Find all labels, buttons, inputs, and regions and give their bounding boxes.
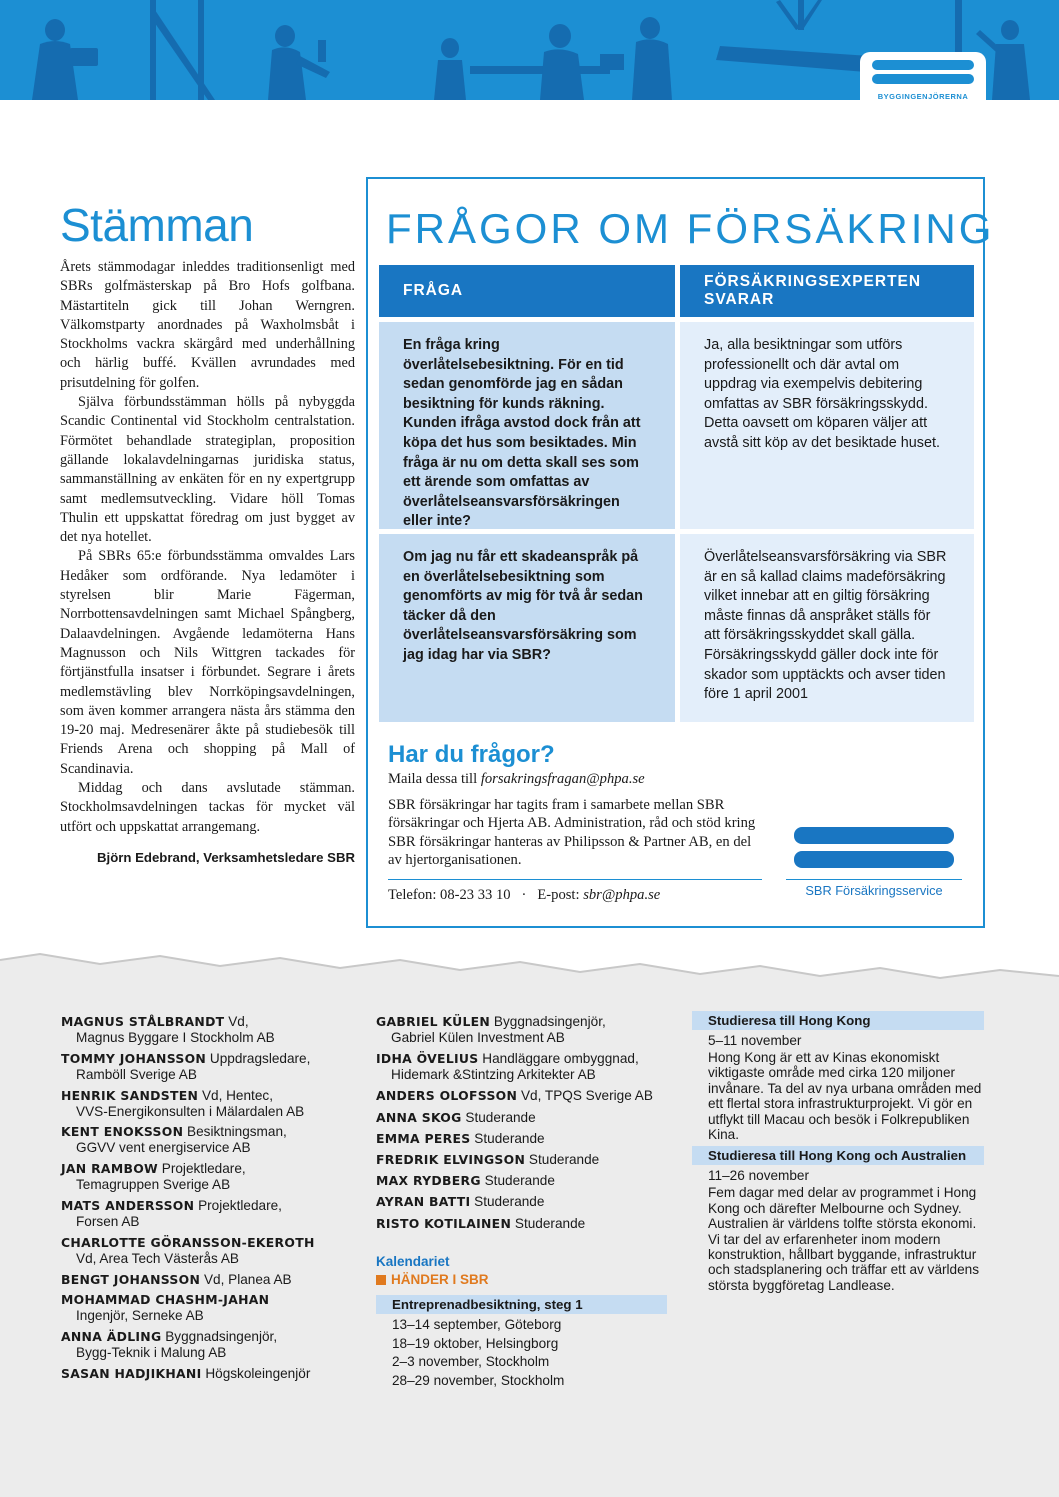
ask-title: Har du frågor? xyxy=(388,741,555,768)
trip-date: 5–11 november xyxy=(708,1033,802,1048)
email-label: E-post: xyxy=(537,887,580,903)
list-item: 18–19 oktober, Helsingborg xyxy=(392,1335,559,1351)
list-item: ANNA ÄDLING Byggnadsingenjör, Bygg-Teknik i Malung AB xyxy=(61,1329,278,1361)
question-cell: Om jag nu får ett skadeanspråk på en överlåtelsebesiktning som genomförts av mig för två år sedan täcker då den överlåtelseansvarsförsäkring som jag idag har via SBR? xyxy=(379,534,675,722)
list-item: FREDRIK ELVINGSON Studerande xyxy=(376,1151,600,1167)
mail-link[interactable]: forsakringsfragan@phpa.se xyxy=(480,771,645,787)
answer-cell: Ja, alla besiktningar som utförs professionellt och där avtal om uppdrag via exempelvis debitering omfattas av SBR försäkringsskydd. Detta oavsett om köparen väljer att avstå sitt köp av det besiktade huset. xyxy=(680,322,974,529)
list-item: RISTO KOTILAINEN Studerande xyxy=(376,1215,586,1231)
new-members-list xyxy=(376,1014,676,1237)
list-item: IDHA ÖVELIUS Handläggare ombyggnad, Hidemark &Stintzing Arkitekter AB xyxy=(376,1051,639,1083)
article-paragraph: Själva förbundsstämman hölls på nybyggda Scandic Continental vid Stockholm centralstation. Förmötet behandlade strategiplan, proposition gällande lokalavdelningarnas juridiska status, sammanställning av enkäten för en ny expertgrupp samt medlemsutveckling. Vidare höll Tomas Thulin ett uppskattat föredrag om just bygget av det nya hotellet. xyxy=(60,394,355,546)
study-trips xyxy=(692,1011,984,1297)
stamman-article xyxy=(60,198,355,865)
calendar-section xyxy=(376,1254,676,1390)
question-column-header: FRÅGA xyxy=(379,265,675,317)
header-banner xyxy=(0,0,1059,100)
logo-caption: SBR Försäkringsservice xyxy=(805,883,943,898)
list-item: AYRAN BATTI Studerande xyxy=(376,1194,545,1210)
article-paragraph: På SBRs 65:e förbundsstämma omvaldes Lars Hedåker som ordförande. Nya ledamöter i styrelsen blir Marie Fägerman, Norrbottensavdelningen samt Michael Spångberg, Dalaavdelningen. Avgående ledamöterna Hans Magnusson och Nils Wittgren tackades för förtjänstfulla insatser i förbundet. Segrare i årets medlemstävling blev Norrköpingsavdelningen, som även kommer arrangera nästa års stämma den 19-20 maj. Medresenärer åkte på studiebesök till Friends Arena och shopping på Mall of Scandinavia. xyxy=(60,548,355,777)
list-item: TOMMY JOHANSSON Uppdragsledare, Ramböll Sverige AB xyxy=(61,1050,311,1082)
contact-section xyxy=(388,741,768,869)
list-item: SASAN HADJIKHANI Högskoleingenjör xyxy=(61,1365,311,1381)
trip-description: Hong Kong är ett av Kinas ekonomiskt viktigaste område med cirka 120 miljoner invånare. Ta del av nya urbana områden med ett flertal stora infrastrukturprojekt. Vi gör en utflykt till Macau och besök i Folkrepubliken Kina. xyxy=(708,1050,982,1143)
insurance-qa-box xyxy=(366,177,995,928)
list-item: EMMA PERES Studerande xyxy=(376,1130,545,1146)
email-link[interactable]: sbr@phpa.se xyxy=(583,887,661,903)
trip-description: Fem dagar med delar av programmet i Hong Kong och därefter Melbourne och Sydney. Australien är världens tolfte största ekonomi. Vi tar del av erfarenheter inom modern konstruktion, hållbart byggande, infrastruktur och stadsplanering och träffar ett av världens största byggföretag Landlease. xyxy=(708,1185,980,1293)
list-item: MAX RYDBERG Studerande xyxy=(376,1173,555,1189)
list-item: KENT ENOKSSON Besiktningsman, GGVV vent energiservice AB xyxy=(61,1124,287,1156)
trip-date: 11–26 november xyxy=(708,1168,810,1184)
torn-paper-edge xyxy=(0,950,1059,990)
list-item: HENRIK SANDSTEN Vd, Hentec, VVS-Energikonsulten i Mälardalen AB xyxy=(61,1087,305,1119)
answer-cell: Överlåtelseansvarsförsäkring via SBR är en så kallad claims madeförsäkring vilket innebar att en giltig försäkring måste finnas då anspråket ställs för att försäkringsskyddet skall gälla. Försäkringsskydd gäller dock inte för skador som upptäckts och avser tiden före 1 april 2001 xyxy=(680,534,974,722)
calendar-subtitle: HÄNDER I SBR xyxy=(376,1272,676,1287)
list-item: CHARLOTTE GÖRANSSON-EKEROTH Vd, Area Tech Västerås AB xyxy=(61,1234,315,1266)
answer-column-header: FÖRSÄKRINGSEXPERTEN SVARAR xyxy=(680,265,974,317)
article-paragraph: Middag och dans avslutade stämman. Stockholmsavdelningen tackas för mycket väl utfört och uppskattat arrangemang. xyxy=(60,780,355,835)
list-item: ANNA SKOG Studerande xyxy=(376,1109,536,1125)
list-item: MAGNUS STÅLBRANDT Vd, Magnus Byggare I Stockholm AB xyxy=(61,1014,275,1045)
logo-caption: BYGGINGENJÖRERNA xyxy=(877,92,969,100)
contact-details xyxy=(388,879,762,904)
event-title: Entreprenadbesiktning, steg 1 xyxy=(376,1295,667,1314)
trip-title: Studieresa till Hong Kong och Australien xyxy=(692,1146,984,1165)
article-byline: Björn Edebrand, Verksamhetsledare SBR xyxy=(97,849,355,865)
list-item: GABRIEL KÜLEN Byggnadsingenjör, Gabriel Külen Investment AB xyxy=(376,1014,606,1045)
list-item: ANDERS OLOFSSON Vd, TPQS Sverige AB xyxy=(376,1088,653,1104)
sbr-logo xyxy=(860,52,986,100)
mail-line: Maila dessa till forsakringsfragan@phpa.se xyxy=(388,771,645,787)
phone-label: Telefon: 08-23 33 10 xyxy=(388,887,511,903)
square-bullet-icon xyxy=(376,1275,386,1285)
calendar-title: Kalendariet xyxy=(376,1254,450,1269)
event-dates xyxy=(376,1316,676,1390)
list-item: 13–14 september, Göteborg xyxy=(392,1317,562,1332)
list-item: 2–3 november, Stockholm xyxy=(392,1354,550,1369)
article-body xyxy=(60,258,355,837)
list-item: BENGT JOHANSSON Vd, Planea AB xyxy=(61,1271,292,1287)
insurance-description: SBR försäkringar har tagits fram i samarbete mellan SBR försäkringar och Hjerta AB. Administration, råd och stöd kring SBR försäkringar hanteras av Philipsson & Partner AB, en del av hjertorganisationen. xyxy=(388,797,756,868)
list-item: JAN RAMBOW Projektledare, Temagruppen Sverige AB xyxy=(61,1161,246,1193)
article-paragraph: Årets stämmodagar inleddes traditionsenligt med SBRs golfmästerskap på Bro Hofs golfbana. Mästartiteln gick till Johan Werngren. Välkomstparty anordnades på Waxholmsbåt i Stockholms vackra skärgård med underhållning och härlig buffé. Kvällen avrundades med prisutdelning för golfen. xyxy=(60,259,355,391)
trip-title: Studieresa till Hong Kong xyxy=(692,1011,984,1030)
list-item: MOHAMMAD CHASHM-JAHAN Ingenjör, Serneke AB xyxy=(61,1292,270,1324)
list-item: MATS ANDERSSON Projektledare, Forsen AB xyxy=(61,1197,282,1229)
article-title: Stämman xyxy=(60,199,254,251)
new-members-list xyxy=(61,1014,361,1387)
list-item: 28–29 november, Stockholm xyxy=(392,1372,565,1388)
separator: · xyxy=(521,887,527,903)
insurance-title: FRÅGOR OM FÖRSÄKRING xyxy=(386,205,995,252)
question-cell: En fråga kring överlåtelsebesiktning. För en tid sedan genomförde jag en sådan besiktning för kunds räkning. Kunden ifråga avstod dock från att köpa det hus som besiktades. Min fråga är nu om detta skall ses som ett ärende som omfattas av överlåtelseansvarsförsäkringen eller inte? xyxy=(379,322,675,529)
